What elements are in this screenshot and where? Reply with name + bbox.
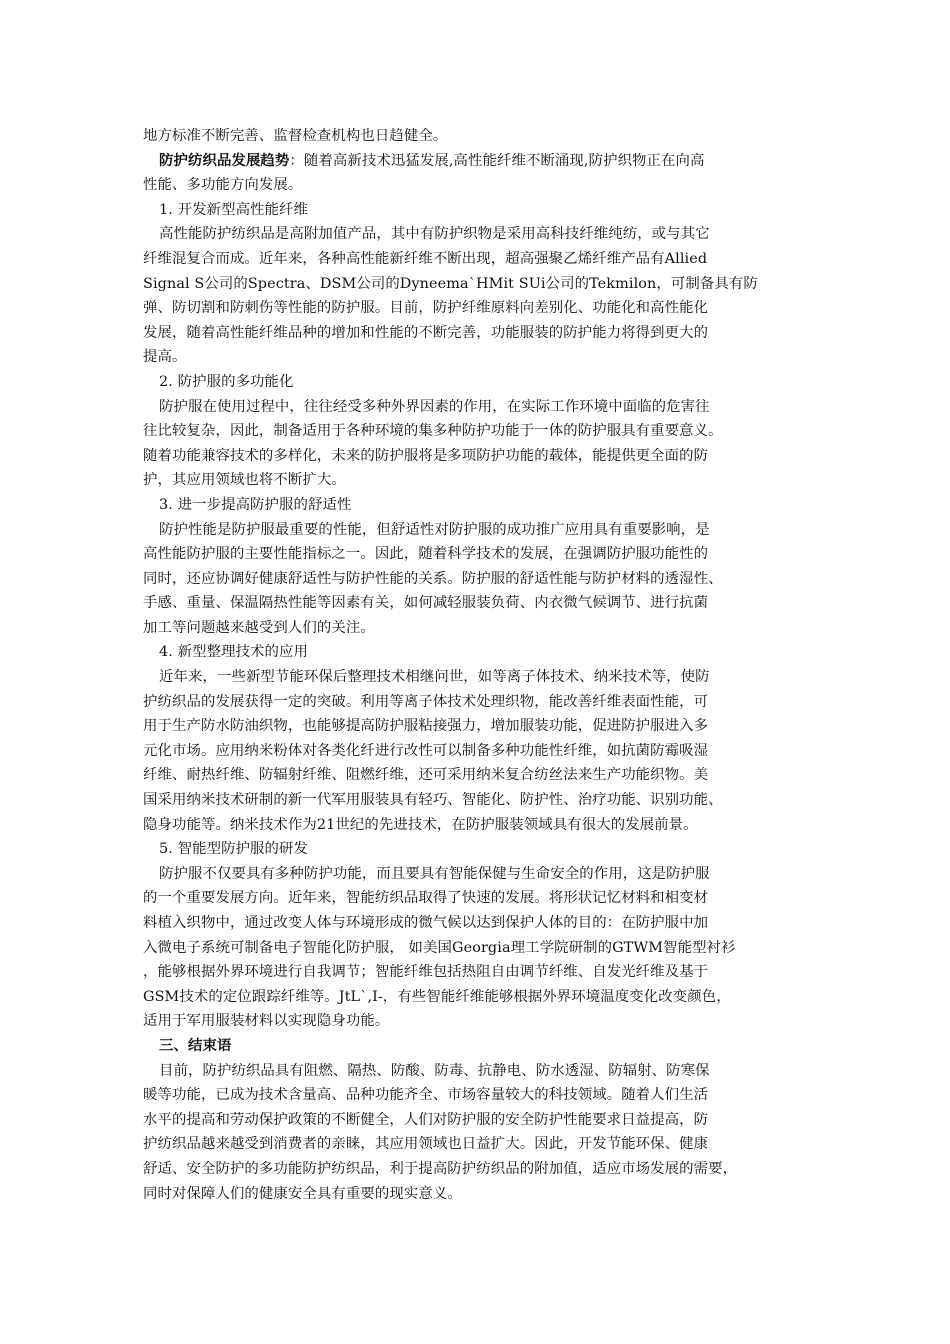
paragraph-line: 随着功能兼容技术的多样化，未来的防护服将是多项防护功能的载体，能提供更全面的防 [143,447,709,464]
conclusion-heading: 三、结束语 [159,1036,232,1054]
paragraph-line: 近年来，一些新型节能环保后整理技术相继问世，如等离子体技术、纳米技术等，使防 [159,669,710,686]
paragraph-line: 的一个重要发展方向。近年来，智能纺织品取得了快速的发展。将形状记忆材料和相变材 [143,890,709,907]
section-heading: 3. 进一步提高防护服的舒适性 [159,496,352,513]
paragraph-line: 水平的提高和劳动保护政策的不断健全，人们对防护服的安全防护性能要求日益提高，防 [143,1111,709,1128]
paragraph-line: 适用于军用服装材料以实现隐身功能。 [143,1013,390,1030]
paragraph-line: 护纺织品的发展获得一定的突破。利用等离子体技术处理织物，能改善纤维表面性能，可 [143,693,709,710]
paragraph-line: 手感、重量、保温隔热性能等因素有关，如何减轻服装负荷、内衣微气候调节、进行抗菌 [143,595,709,612]
paragraph-line: 入微电子系统可制备电子智能化防护服， 如美国Georgia理工学院研制的GTWM智能型衬衫 [143,939,736,956]
paragraph-line: 护，其应用领域也将不断扩大。 [143,472,346,489]
section-heading: 2. 防护服的多功能化 [159,373,294,390]
trend-text: ：随着高新技术迅猛发展,高性能纤维不断涌现,防护织物正在向高 [289,152,705,169]
paragraph-line: 往比较复杂，因此，制备适用于各种环境的集多种防护功能于一体的防护服具有重要意义。 [143,423,723,440]
paragraph-line: 料植入织物中，通过改变人体与环境形成的微气候以达到保护人体的目的：在防护服中加 [143,915,709,931]
section-heading: 4. 新型整理技术的应用 [159,644,309,661]
paragraph-line: 防护服不仅要具有多种防护功能，而且要具有智能保健与生命安全的作用，这是防护服 [159,865,710,882]
paragraph-line: 同时对保障人们的健康安全具有重要的现实意义。 [143,1185,462,1202]
paragraph-line: 国采用纳米技术研制的新一代军用服装具有轻巧、智能化、防护性、治疗功能、识别功能、 [143,792,723,809]
paragraph-line: 舒适、安全防护的多功能防护纺织品，利于提高防护纺织品的附加值，适应市场发展的需要， [143,1160,738,1177]
paragraph-line: 发展，随着高性能纤维品种的增加和性能的不断完善，功能服装的防护能力将得到更大的 [143,324,709,341]
paragraph-line: 元化市场。应用纳米粉体对各类化纤进行改性可以制备多种功能性纤维，如抗菌防霉吸湿 [143,742,709,759]
trend-paragraph-line [143,149,811,174]
paragraph-line: 性能、多功能方向发展。 [143,177,303,194]
paragraph-line: Signal S公司的Spectra、DSM公司的Dyneema`HMit SUi公司的Tekmilon，可制备具有防 [143,275,758,292]
paragraph-line: GSM技术的定位跟踪纤维等。JtL`,I-，有些智能纤维能够根据外界环境温度变化改变颜色， [143,988,731,1005]
paragraph-line: 护纺织品越来越受到消费者的亲睐，其应用领域也日益扩大。因此，开发节能环保、健康 [143,1136,709,1153]
paragraph-line: 弹、防切割和防刺伤等性能的防护服。目前，防护纤维原料向差别化、功能化和高性能化 [143,300,709,317]
paragraph-line: 纤维混复合而成。近年来，各种高性能新纤维不断出现，超高强聚乙烯纤维产品有Allied [143,250,708,267]
paragraph-line: 防护性能是防护服最重要的性能，但舒适性对防护服的成功推广应用具有重要影响，是 [159,521,710,538]
paragraph-line: 提高。 [143,349,187,366]
paragraph-line: 目前，防护纺织品具有阻燃、隔热、防酸、防毒、抗静电、防水透湿、防辐射、防寒保 [159,1062,710,1079]
section-heading: 5. 智能型防护服的研发 [159,841,309,858]
paragraph-line: ，能够根据外界环境进行自我调节；智能纤维包括热阻自由调节纤维、自发光纤维及基于 [143,964,709,981]
trend-label: 防护纺织品发展趋势 [159,151,290,169]
paragraph-line: 加工等问题越来越受到人们的关注。 [143,619,375,636]
paragraph-line: 高性能防护纺织品是高附加值产品，其中有防护织物是采用高科技纤维纯纺，或与其它 [159,226,710,243]
paragraph-line: 同时，还应协调好健康舒适性与防护性能的关系。防护服的舒适性能与防护材料的透湿性、 [143,570,723,587]
paragraph-line: 纤维、耐热纤维、防辐射纤维、阻燃纤维，还可采用纳米复合纺丝法来生产功能织物。美 [143,767,709,784]
paragraph-line: 高性能防护服的主要性能指标之一。因此，随着科学技术的发展，在强调防护服功能性的 [143,546,709,563]
paragraph-line: 隐身功能等。纳米技术作为21世纪的先进技术，在防护服装领域具有很大的发展前景。 [143,816,698,833]
document-page [143,124,811,1206]
paragraph-line: 防护服在使用过程中，往往经受多种外界因素的作用，在实际工作环境中面临的危害往 [159,398,710,415]
paragraph-line: 暖等功能，已成为技术含量高、品种功能齐全、市场容量较大的科技领域。随着人们生活 [143,1087,709,1104]
paragraph-line: 地方标准不断完善、监督检查机构也日趋健全。 [143,128,448,144]
paragraph-line: 用于生产防水防油织物，也能够提高防护服粘接强力，增加服装功能，促进防护服进入多 [143,718,709,735]
section-heading: 1. 开发新型高性能纤维 [159,201,309,218]
